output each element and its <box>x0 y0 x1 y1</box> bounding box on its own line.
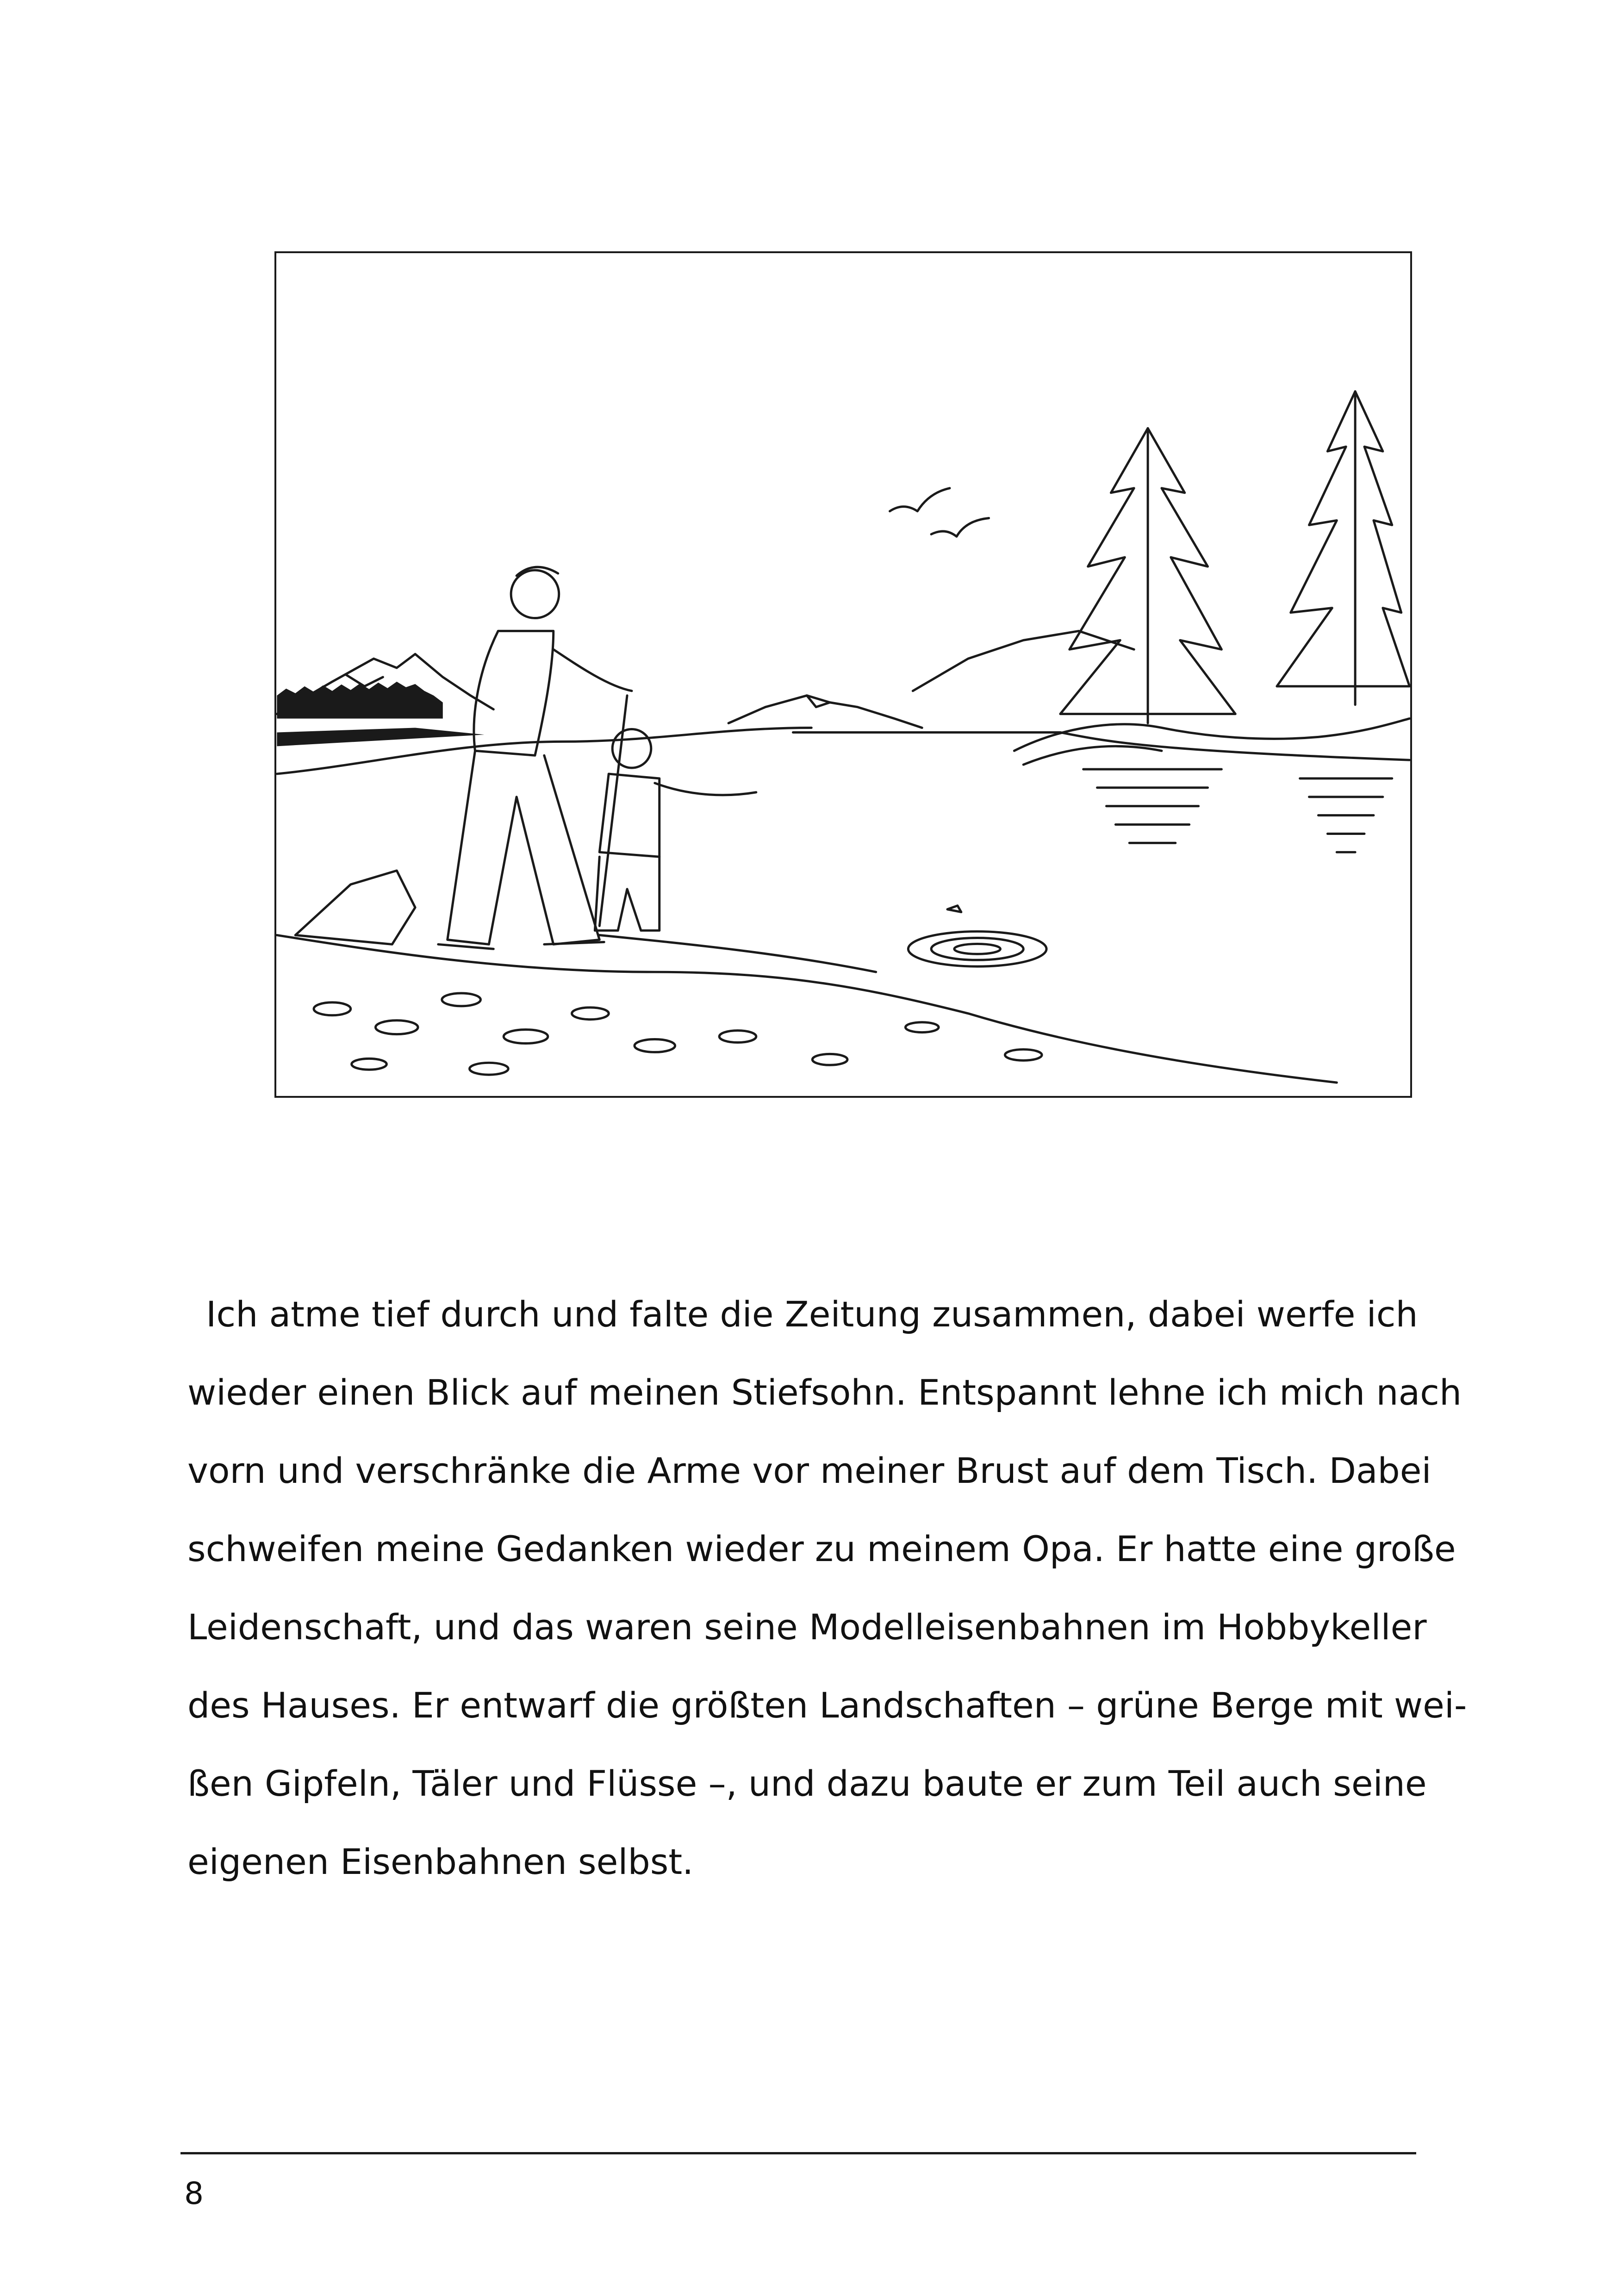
lake-illustration <box>274 251 1412 1098</box>
text-line: vorn und verschränke die Arme vor meiner Brust auf dem Tisch. Dabei <box>187 1450 1431 1491</box>
lake-illustration-drawing <box>276 253 1410 1096</box>
text-line: eigenen Eisenbahnen selbst. <box>187 1841 694 1882</box>
text-line: schweifen meine Gedanken wieder zu meinem Opa. Er hatte eine große <box>187 1528 1456 1569</box>
page-number: 8 <box>184 2176 204 2211</box>
text-line: Leidenschaft, und das waren seine Modelleisenbahnen im Hobbykeller <box>187 1606 1427 1648</box>
footer-rule <box>180 2152 1416 2154</box>
text-line: Ich atme tief durch und falte die Zeitung zusammen, dabei werfe ich <box>206 1294 1418 1335</box>
text-line: wieder einen Blick auf meinen Stiefsohn. Entspannt lehne ich mich nach <box>187 1372 1462 1413</box>
text-line: des Hauses. Er entwarf die größten Landschaften – grüne Berge mit wei- <box>187 1685 1467 1726</box>
text-line: ßen Gipfeln, Täler und Flüsse –, und dazu baute er zum Teil auch seine <box>187 1763 1427 1804</box>
body-paragraph <box>187 1275 1467 1901</box>
